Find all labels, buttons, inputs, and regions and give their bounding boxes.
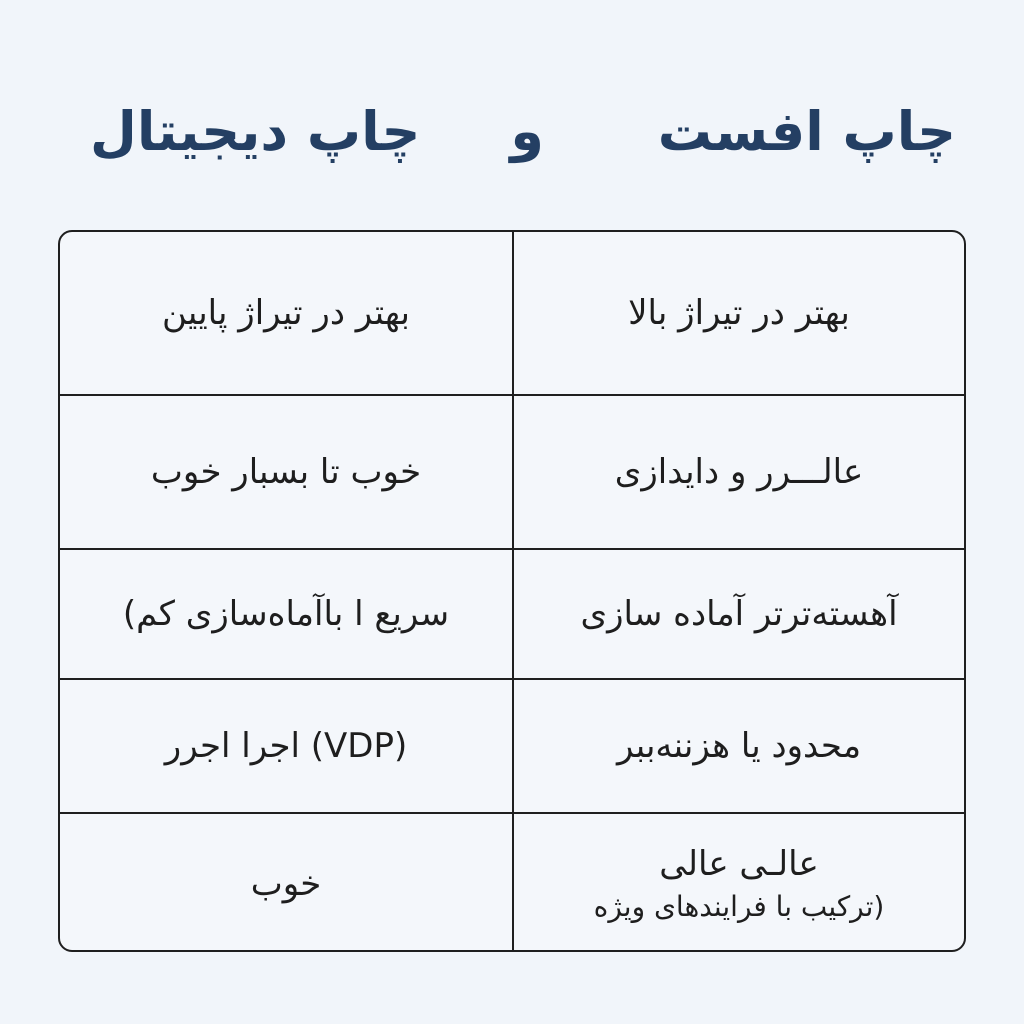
table-row	[60, 394, 964, 548]
digital-cell-text: خوب	[250, 864, 322, 904]
offset-cell-note: (ترکیب با فرایندهای ویژه	[593, 890, 885, 923]
offset-cell-text: بهتر در تیراژ بالا	[628, 293, 850, 333]
offset-cell-text: عالـــرر و دایدازی	[614, 452, 864, 492]
offset-cell-text: محدود یا هزننه‌ببر	[616, 726, 862, 766]
offset-cell	[512, 680, 964, 812]
digital-cell	[60, 550, 512, 678]
digital-cell	[60, 396, 512, 548]
title-digital: چاپ دیجیتال	[90, 100, 421, 163]
offset-cell	[512, 232, 964, 394]
table-row	[60, 812, 964, 952]
digital-cell-text: (VDP) اجرا اجرر	[164, 726, 408, 766]
title-offset: چاپ افست	[657, 100, 956, 163]
digital-cell	[60, 680, 512, 812]
digital-cell	[60, 814, 512, 952]
digital-cell-text: سریع ا با‌آماه‌سازی کم)	[122, 594, 450, 634]
table-row	[60, 232, 964, 394]
title-conjunction: و	[510, 100, 544, 163]
page-title	[60, 92, 964, 172]
offset-cell	[512, 550, 964, 678]
offset-cell	[512, 814, 964, 952]
digital-cell	[60, 232, 512, 394]
table-row	[60, 548, 964, 678]
offset-cell	[512, 396, 964, 548]
digital-cell-text: بهتر در تیراژ پایین	[162, 293, 410, 333]
comparison-table	[58, 230, 966, 952]
table-row	[60, 678, 964, 812]
offset-cell-text: آهسته‌ترتر آماده سازی	[580, 594, 898, 634]
offset-cell-stack	[594, 841, 885, 927]
offset-cell-text: عالـی عالی	[659, 844, 819, 884]
digital-cell-text: خوب تا بسبار خوب	[150, 452, 422, 492]
